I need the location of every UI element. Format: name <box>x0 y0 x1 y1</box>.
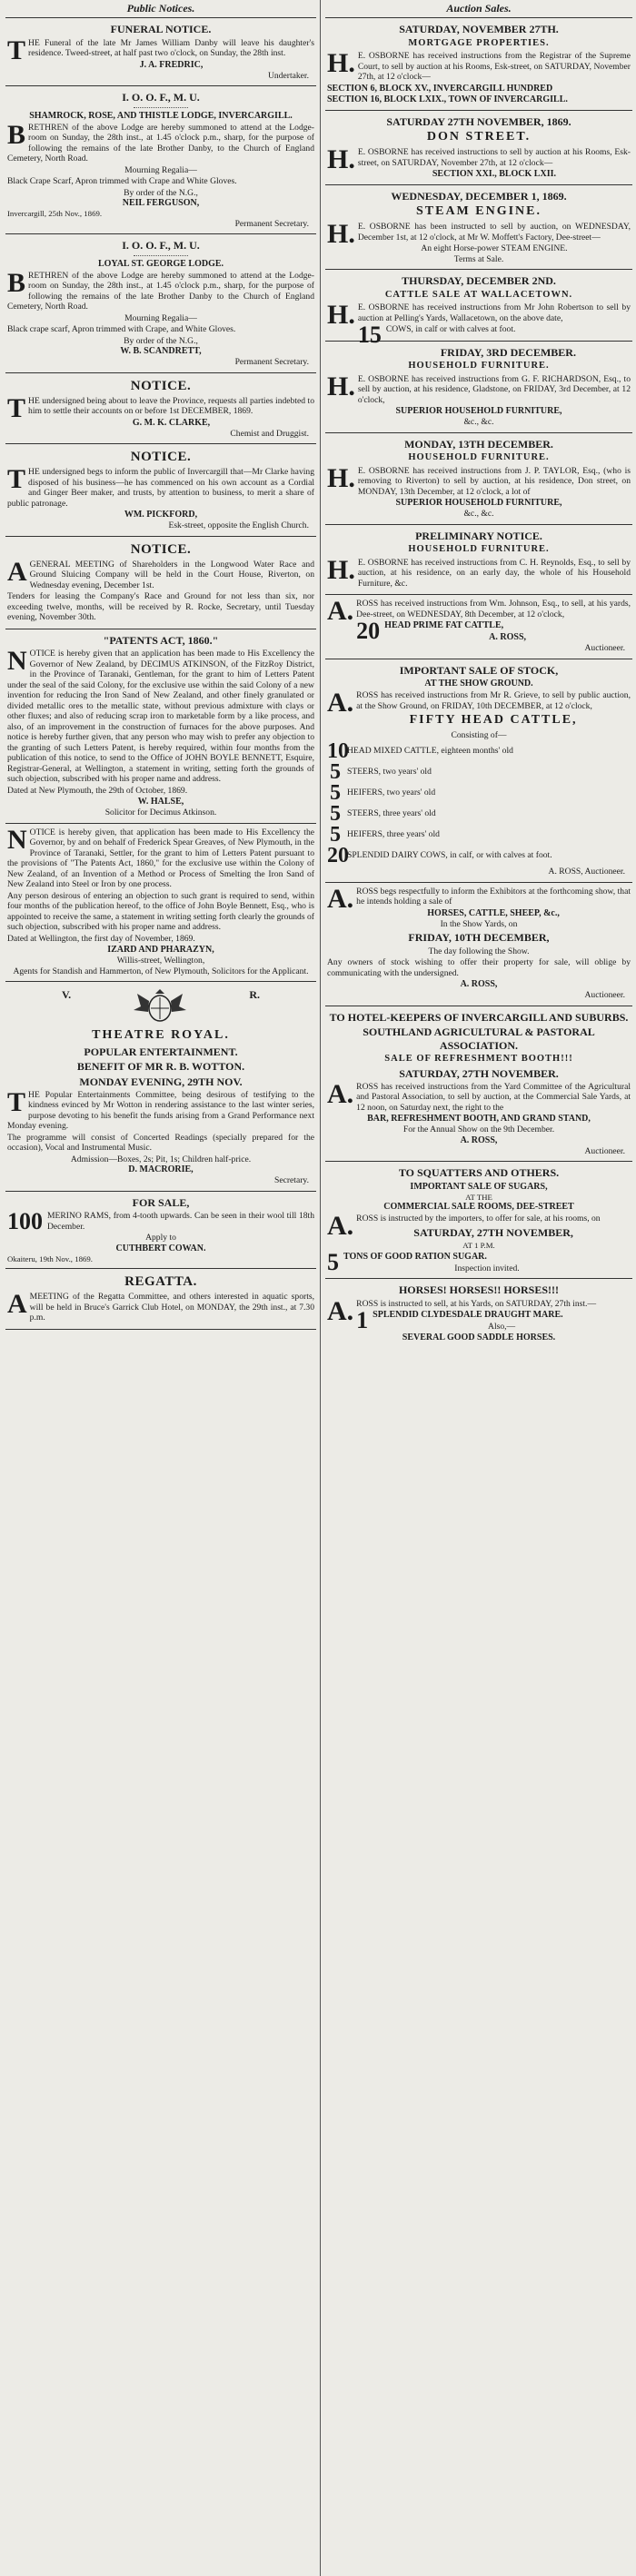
notice-body: NOTICE is hereby given, that application has been made to His Excellency the Governor, by and on behalf of Frederick Spear Greaves, of New Plymouth, in the Province of Taranaki, Settler, for the grant to him of Letters Patent pursuant to the provisions of "The Patents Act, 1860," for the exclusive use within the Colony of New Zealand, of an Invention of a Method or Process of Smelting the Iron Sand of New Zealand into Steel or Iron by one process. <box>7 824 314 889</box>
sale-title: IMPORTANT SALE OF STOCK, <box>399 663 559 677</box>
notice-role: Permanent Secretary. <box>234 357 309 368</box>
sale-body: H. E. OSBORNE has received instructions to sell by auction at his Rooms, Esk-street, on SATURDAY, November 27th, at 12 o'clock— <box>327 144 631 175</box>
water-race-notice <box>5 537 316 629</box>
sale-lot: 20 HEAD PRIME FAT CATTLE, <box>356 618 504 645</box>
sale-place: In the Show Yards, on <box>440 918 518 929</box>
regatta-notice <box>5 1269 316 1330</box>
performance-date: MONDAY EVENING, 29TH NOV. <box>79 1075 243 1088</box>
sale-lot: HORSES, CATTLE, SHEEP, &c., <box>427 907 560 918</box>
sale-body: H. E. OSBORNE has received instructions from the Registrar of the Supreme Court, to sell by auction at his Rooms, Esk-street, on SATURDAY, November 27th, at 12 o'clock— <box>327 48 631 83</box>
sale-title: TO HOTEL-KEEPERS OF INVERCARGILL AND SUBURBS. <box>329 1010 629 1024</box>
shamrock-lodge-notice <box>5 86 316 234</box>
richardson-furniture-sale <box>325 342 632 433</box>
pickford-notice <box>5 444 316 537</box>
notice-body-2: Tenders for leasing the Company's Race and Ground for not less than six, nor exceeding twelve, months, will be received by R. Rocke, Secretary, until Tuesday evening, November 30th. <box>7 591 314 623</box>
sale-subtitle: IMPORTANT SALE OF SUGARS, <box>410 1181 548 1192</box>
sale-date: SATURDAY, 27TH NOVEMBER, <box>413 1225 573 1239</box>
sale-lot: 15 COWS, in calf or with calves at foot. <box>357 322 516 349</box>
stock-lot <box>327 846 631 866</box>
notice-role: Permanent Secretary. <box>234 218 309 229</box>
notice-dated: Dated at New Plymouth, the 29th of October, 1869. <box>7 785 188 796</box>
sale-signer: A. ROSS, Auctioneer. <box>548 867 625 877</box>
preliminary-notice <box>325 525 632 595</box>
stock-lot-desc: HEIFERS, two years' old <box>347 788 436 798</box>
stock-lot-desc: HEAD MIXED CATTLE, eighteen months' old <box>347 746 513 757</box>
sale-title: STEAM ENGINE. <box>415 204 542 219</box>
crest-letter-r: R. <box>249 988 260 1001</box>
patents-act-notice <box>5 629 316 824</box>
sale-body: H. E. OSBORNE has received instructions from C. H. Reynolds, Esq., to sell by auction, at his residence, on an early day, the whole of his Household Furniture, &c. <box>327 554 631 589</box>
notice-role: Undertaker. <box>267 70 309 81</box>
sale-lot: SECTION XXI., BLOCK LXII. <box>432 169 556 180</box>
sale-lot: An eight Horse-power STEAM ENGINE. <box>421 243 568 254</box>
notice-signer: NEIL FERGUSON, <box>122 198 200 209</box>
sale-lot: SUPERIOR HOUSEHOLD FURNITURE, <box>395 406 562 417</box>
sale-date: THURSDAY, DECEMBER 2ND. <box>402 274 556 288</box>
org-title: I. O. O. F., M. U. <box>122 91 200 104</box>
refreshment-booth-sale <box>325 1006 632 1163</box>
sale-body: A. ROSS is instructed by the importers, to offer for sale, at his rooms, on <box>327 1211 601 1242</box>
sale-body: A. ROSS has received instructions from Wm. Johnson, Esq., to sell, at his yards, Dee-street, on WEDNESDAY, 8th December, at 12 o'clock, <box>327 596 631 627</box>
notice-place: Invercargill, 25th Nov., 1869. <box>7 209 103 219</box>
sale-date: WEDNESDAY, DECEMBER 1, 1869. <box>391 190 567 203</box>
sale-title: HOUSEHOLD FURNITURE. <box>408 452 550 463</box>
sale-at: AT THE <box>465 1192 492 1202</box>
column-rule <box>320 0 321 2576</box>
sale-body-2: Any owners of stock wishing to offer their property for sale, will oblige by communicating with the undersigned. <box>327 957 631 978</box>
sale-headline: FIFTY HEAD CATTLE, <box>409 713 578 728</box>
sale-etc: &c., &c. <box>463 509 494 520</box>
merino-rams-sale <box>5 1192 316 1269</box>
mortgage-properties-sale <box>325 18 632 110</box>
sale-terms: Terms at Sale. <box>453 253 504 264</box>
stock-lot-count: 5 <box>330 783 341 804</box>
stock-lot <box>327 783 631 803</box>
divider <box>134 255 188 256</box>
stock-lot <box>327 804 631 824</box>
org-title: I. O. O. F., M. U. <box>122 239 200 253</box>
stock-lot-count: 5 <box>330 804 341 825</box>
stock-lot-desc: STEERS, three years' old <box>347 808 436 819</box>
notice-signer: D. MACRORIE, <box>128 1164 194 1175</box>
sale-title: FOR SALE, <box>132 1195 190 1209</box>
sale-title: CATTLE SALE AT WALLACETOWN. <box>384 289 573 300</box>
clarke-notice <box>5 373 316 445</box>
notice-title: NOTICE. <box>130 378 192 393</box>
sale-lot: 5 TONS OF GOOD RATION SUGAR. <box>327 1248 487 1275</box>
sale-title: DON STREET. <box>426 130 532 144</box>
notice-body: AMEETING of the Regatta Committee, and others interested in aquatic sports, will be held in Bruce's Garrick Club Hotel, on MONDAY, the 29th inst., at 7.30 p.m. <box>7 1289 314 1323</box>
notice-body: THE undersigned being about to leave the Province, requests all parties indebted to him to settle their accounts on or before 1st DECEMBER, 1869. <box>7 392 314 423</box>
notice-role: Chemist and Druggist. <box>230 428 309 439</box>
notice-body: THE undersigned begs to inform the public of Invercargill that—Mr Clarke having disposed of his business—he has commenced on his own account as a Cordial and Ginger Beer maker, and trusts, by attention to business, to merit a share of public patronage. <box>7 464 314 509</box>
column-header: Auction Sales. <box>325 0 632 18</box>
crest-letter-v: V. <box>62 988 72 1001</box>
steam-engine-sale <box>325 185 632 270</box>
stock-lot-desc: SPLENDID DAIRY COWS, in calf, or with calves at foot. <box>347 850 552 861</box>
notice-dated: Dated at Wellington, the first day of November, 1869. <box>7 933 195 944</box>
sale-subtitle: AT THE SHOW GROUND. <box>424 679 533 689</box>
stock-lot <box>327 741 631 761</box>
sale-date: FRIDAY, 10TH DECEMBER, <box>408 931 550 945</box>
notice-title: FUNERAL NOTICE. <box>110 23 212 36</box>
column-header: Public Notices. <box>5 0 316 18</box>
sale-lot: BAR, REFRESHMENT BOOTH, AND GRAND STAND, <box>367 1114 591 1125</box>
public-notices-column <box>5 0 316 2576</box>
sale-body: H. E. OSBORNE has received instructions from J. P. TAYLOR, Esq., (who is removing to Riverton) to sell by auction, at his residence, Don street, on MONDAY, 13th December, at 12 o'clock, a lot of <box>327 462 631 497</box>
lodge-title: LOYAL ST. GEORGE LODGE. <box>97 258 224 269</box>
lodge-title: SHAMROCK, ROSE, AND THISTLE LODGE, INVERCARGILL. <box>29 110 293 121</box>
order-line: By order of the N.G., <box>124 335 198 346</box>
sale-after: The day following the Show. <box>428 946 530 956</box>
sale-signer: A. ROSS, <box>460 979 498 990</box>
notice-title: NOTICE. <box>130 450 192 465</box>
stock-lot <box>327 762 631 782</box>
stock-lot-desc: HEIFERS, three years' old <box>347 829 440 840</box>
sale-role: Auctioneer. <box>584 990 625 1001</box>
sale-inspection: Inspection invited. <box>454 1263 520 1273</box>
sale-date: SATURDAY, 27TH NOVEMBER. <box>399 1066 559 1080</box>
exhibitors-show-sale <box>325 883 632 1006</box>
apply-line: Apply to <box>145 1233 176 1243</box>
sale-signer: A. ROSS, <box>489 632 527 643</box>
st-george-lodge-notice <box>5 234 316 372</box>
notice-signer: WM. PICKFORD, <box>124 510 198 520</box>
wallacetown-cattle-sale <box>325 270 632 349</box>
admission-prices: Admission—Boxes, 2s; Pit, 1s; Children half-price. <box>70 1154 252 1164</box>
sale-title: PRELIMINARY NOTICE. <box>415 529 542 542</box>
funeral-notice <box>5 18 316 86</box>
sale-body: A. ROSS has received instructions from Mr R. Grieve, to sell by public auction, at the Show Ground, on FRIDAY, 10th DECEMBER, at 12 o'clock, <box>327 688 631 718</box>
notice-signer: IZARD AND PHARAZYN, <box>107 945 214 955</box>
sale-place: Okaiteru, 19th Nov., 1869. <box>7 1253 93 1263</box>
notice-role: Solicitor for Decimus Atkinson. <box>104 807 217 817</box>
regalia-title: Mourning Regalia— <box>124 164 197 175</box>
regalia-text: Black Crape Scarf, Apron trimmed with Crape and White Gloves. <box>7 176 237 187</box>
sale-body: 100 MERINO RAMS, from 4-tooth upwards. Can be seen in their wool till 18th December. <box>7 1208 314 1235</box>
notice-signer: J. A. FREDRIC, <box>139 59 204 70</box>
notice-body: THE Popular Entertainments Committee, being desirous of testifying to the kindness evinced by Mr Wotton in rendering assistance to the last winter series, purpose devoting to his benefit the funds arising from a Grand Performance next Monday evening. <box>7 1086 314 1132</box>
notice-address: Esk-street, opposite the English Church. <box>168 520 309 531</box>
notice-role: Secretary. <box>274 1175 309 1186</box>
sale-subtitle: SALE OF REFRESHMENT BOOTH!!! <box>384 1053 573 1064</box>
greaves-patent-notice <box>5 824 316 983</box>
taylor-furniture-sale <box>325 433 632 525</box>
society-name: SOUTHLAND AGRICULTURAL & PASTORAL ASSOCIATION. <box>363 1025 595 1052</box>
sale-also: Also,— <box>488 1322 516 1333</box>
sale-time: AT 1 P.M. <box>462 1241 495 1251</box>
notice-body-2: Any person desirous of entering an objection to such grant is required to send, within four months of the publication hereof, to the office of John Boyle Bennett, Esq., who is appointed to receive the same, a statement in writing setting forth clearly the grounds of such objection, subscribed with his proper name and address. <box>7 890 314 932</box>
sale-lot: SECTION 16, BLOCK LXIX., TOWN OF INVERCARGILL. <box>327 94 568 104</box>
notice-signer: G. M. K. CLARKE, <box>132 417 211 428</box>
sale-signer: A. ROSS, <box>460 1134 498 1145</box>
order-line: By order of the N.G., <box>124 187 198 198</box>
theatre-title: THEATRE ROYAL. <box>92 1028 230 1042</box>
notice-title: "PATENTS ACT, 1860." <box>103 633 219 647</box>
notice-body: NOTICE is hereby given that an application has been made to His Excellency the Governor of New Zealand, by DECIMUS ATKINSON, of the FitzRoy District, in the Province of Taranaki, Gentleman, for the grant to him of Letters Patent under the seal of the said Colony, for the exclusive use within the said Colony of a new invention for reducing the Iron Sand of New Zealand, and other finely granulated or divided metallic ores to the metallic state, without previous admixture with clays or other fluxes; and also of reducing scrap iron to marketable form by a like process, and also, of an improvement in the construction of furnaces for the above purposes. And notice is hereby further given, that any person who may wish to prefer any objection to the granting of such Letters Patent, is hereby required, within four months from the publication of this notice, to send to the Office of JOHN BOYLE BENNETT, Esquire, Registrar-General, at Wellington, a statement in writing, setting forth the grounds of such objection, subscribed with his proper name and address. <box>7 646 314 784</box>
notice-body: BRETHREN of the above Lodge are hereby summoned to attend at the Lodge-room on Sunday, the 28th inst., at 1.45 o'clock p.m., sharp, for the purpose of following the remains of the late Brother Danby, to the Church of England Cemetery, North Road. <box>7 119 314 164</box>
regalia-title: Mourning Regalia— <box>124 312 197 323</box>
sale-date: SATURDAY 27TH NOVEMBER, 1869. <box>386 114 571 128</box>
sale-lot: SECTION 6, BLOCK XV., INVERCARGILL HUNDRED <box>327 83 553 94</box>
sale-role: Auctioneer. <box>584 1145 625 1156</box>
sale-lot: SUPERIOR HOUSEHOLD FURNITURE, <box>395 498 562 509</box>
divider <box>134 107 188 108</box>
sale-title: HORSES! HORSES!! HORSES!!! <box>398 1283 560 1297</box>
sale-signer: CUTHBERT COWAN. <box>115 1243 206 1253</box>
don-street-sale <box>325 111 632 185</box>
sale-title: MORTGAGE PROPERTIES. <box>408 37 550 48</box>
theatre-subtitle: POPULAR ENTERTAINMENT. <box>84 1045 238 1058</box>
show-ground-stock-sale <box>325 659 632 883</box>
notice-body-2: The programme will consist of Concerted Readings (specially prepared for the occasion), Vocal and Instrumental Music. <box>7 1132 314 1154</box>
sale-more: SEVERAL GOOD SADDLE HORSES. <box>402 1332 556 1342</box>
royal-crest-row <box>7 985 314 1026</box>
sale-date: MONDAY, 13TH DECEMBER. <box>404 437 553 451</box>
sale-body: A. ROSS is instructed to sell, at his Yards, on SATURDAY, 27th inst.— <box>327 1295 597 1326</box>
sale-etc: &c., &c. <box>463 417 494 428</box>
notice-signer: W. HALSE, <box>137 797 184 807</box>
sugars-sale <box>325 1162 632 1279</box>
sale-body: A. ROSS has received instructions from the Yard Committee of the Agricultural and Pastoral Association, to sell by auction, at the Commercial Sale Yards, at 12 noon, on Saturday next, the right to the <box>327 1078 631 1113</box>
stock-lot-count: 5 <box>330 825 341 846</box>
notice-body: THE Funeral of the late Mr James William Danby will leave his daughter's residence. Tweed-street, at half past two o'clock, on Sunday, the 28th inst. <box>7 35 314 65</box>
notice-signer: W. B. SCANDRETT, <box>120 346 202 357</box>
notice-title: NOTICE. <box>130 541 192 557</box>
stock-lot-count: 20 <box>327 846 349 867</box>
regalia-text: Black crape scarf, Apron trimmed with Crape, and White Gloves. <box>7 324 236 335</box>
notice-address: Willis-street, Wellington, <box>116 956 205 966</box>
sale-date: FRIDAY, 3RD DECEMBER. <box>440 345 576 359</box>
sale-body: H. E. OSBORNE has been instructed to sell by auction, on WEDNESDAY, December 1st, at 12 o'clock, at Mr W. Moffett's Factory, Dee-street— <box>327 219 631 250</box>
sale-body: A. ROSS begs respectfully to inform the Exhibitors at the forthcoming show, that he intends holding a sale of <box>327 883 631 914</box>
stock-lot-count: 10 <box>327 741 349 762</box>
consisting-line: Consisting of— <box>451 729 507 740</box>
sale-title: HOUSEHOLD FURNITURE. <box>408 361 550 372</box>
royal-crest-icon <box>128 988 192 1025</box>
theatre-royal-notice <box>5 982 316 1192</box>
horses-sale <box>325 1279 632 1347</box>
sale-place: COMMERCIAL SALE ROOMS, DEE-STREET <box>383 1202 574 1213</box>
stock-lot-desc: STEERS, two years' old <box>347 767 432 778</box>
auction-sales-column <box>325 0 632 2576</box>
notice-title: REGATTA. <box>124 1274 197 1290</box>
sale-after: For the Annual Show on the 9th December. <box>402 1125 555 1135</box>
stock-lot-list <box>327 741 631 866</box>
sale-body: H. E. OSBORNE has received instructions from G. F. RICHARDSON, Esq., to sell by auction, at his residence, Gladstone, on FRIDAY, 3rd December, at 12 o'clock, <box>327 371 631 405</box>
sale-body: H. E. OSBORNE has received instructions from Mr John Robertson to sell by auction at Pelling's Yards, Wallacetown, on the above date, <box>327 300 631 331</box>
stock-lot <box>327 825 631 845</box>
sale-lot: 1 SPLENDID CLYDESDALE DRAUGHT MARE. <box>356 1307 563 1334</box>
notice-body: AGENERAL MEETING of Shareholders in the Longwood Water Race and Ground Sluicing Company will be held in the Court House, Riverton, on Wednesday evening, December 1st. <box>7 556 314 590</box>
benefit-line: BENEFIT OF MR R. B. WOTTON. <box>76 1060 245 1074</box>
sale-role: Auctioneer. <box>584 643 625 654</box>
notice-agents: Agents for Standish and Hammerton, of New Plymouth, Solicitors for the Applicant. <box>13 966 309 976</box>
sale-title: TO SQUATTERS AND OTHERS. <box>398 1166 560 1180</box>
notice-body: BRETHREN of the above Lodge are hereby summoned to attend at the Lodge-room on Sunday, the 28th inst., at 1.45 o'clock p.m., sharp, for the purpose of following the remains of the late Brother Danby to the Church of England Cemetery, North Road. <box>7 267 314 312</box>
sale-date: SATURDAY, NOVEMBER 27TH. <box>399 23 559 36</box>
johnson-cattle-sale <box>325 595 632 659</box>
stock-lot-count: 5 <box>330 762 341 783</box>
sale-subtitle: HOUSEHOLD FURNITURE. <box>408 544 550 555</box>
